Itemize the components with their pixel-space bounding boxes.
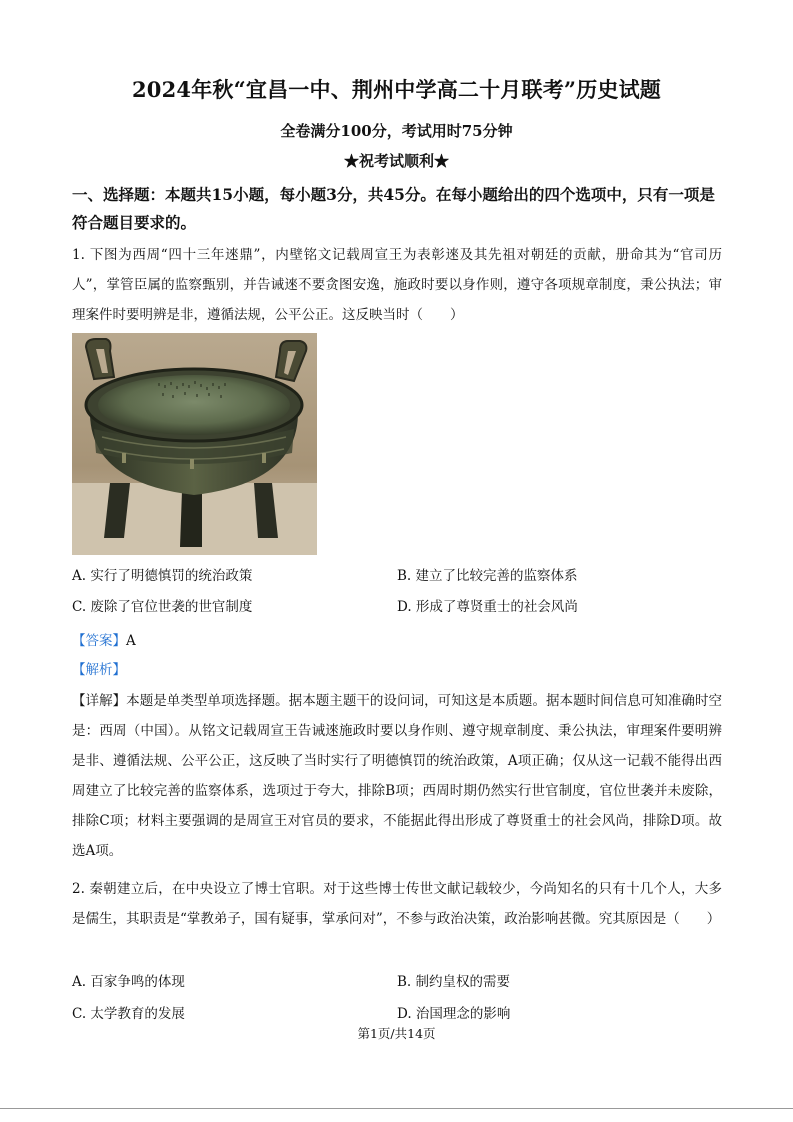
bottom-divider — [0, 1108, 793, 1109]
q1-option-a: A. 实行了明德慎罚的统治政策 — [72, 568, 253, 584]
detail-tag: 【详解】 — [72, 693, 127, 709]
q1-option-c: C. 废除了官位世袭的世官制度 — [72, 599, 253, 615]
section-heading: 一、选择题：本题共15小题，每小题3分，共45分。在每小题给出的四个选项中，只有一项是符合题目要求的。 — [72, 185, 715, 232]
answer-value: A — [126, 633, 136, 649]
answer-line — [72, 631, 136, 651]
page-footer: 第1页/共14页 — [357, 1026, 436, 1041]
analysis-line — [72, 660, 126, 680]
answer-tag: 【答案】 — [72, 633, 126, 649]
exam-title: 2024年秋“宜昌一中、荆州中学高二十月联考”历史试题 — [131, 77, 661, 102]
q2-option-a: A. 百家争鸣的体现 — [72, 974, 185, 990]
q1-detail — [72, 686, 722, 866]
exam-subtitle: 全卷满分100分，考试用时75分钟 — [280, 122, 513, 140]
q2-option-b: B. 制约皇权的需要 — [397, 974, 511, 990]
blessing-line: ★祝考试顺利★ — [343, 152, 449, 170]
detail-text: 本题是单类型单项选择题。据本题主题干的设问词，可知这是本质题。据本题时间信息可知准确时空是：西周（中国）。从铭文记载周宣王告诫逨施政时要以身作则、遵守规章制度、秉公执法，审理案件要明辨是非、遵循法规、公平公正，这反映了当时实行了明德慎罚的统治政策，A项正确；仅从这一记载不能得出西周建立了比较完善的监察体系，选项过于夸大，排除B项；西周时期仍然实行世官制度，官位世袭并未废除，排除C项；材料主要强调的是周宣王对官员的要求，不能据此得出形成了尊贤重士的社会风尚，排除D项。故选A项。 — [72, 693, 723, 859]
question-1-stem: 1. 下图为西周“四十三年逨鼎”，内壁铭文记载周宣王为表彰逨及其先祖对朝廷的贡献，册命其为“官司历人”，掌管臣属的监察甄别，并告诫逨不要贪图安逸，施政时要以身作则，遵守各项规章制度，秉公执法；审理案件时要明辨是非，遵循法规，公平公正。这反映当时（ ） — [72, 247, 722, 323]
question-2-stem: 2. 秦朝建立后，在中央设立了博士官职。对于这些博士传世文献记载较少，今尚知名的只有十几个人，大多是儒生，其职责是“掌教弟子，国有疑事，掌承问对”，不参与政治决策，政治影响甚微。究其原因是（ ） — [72, 881, 722, 927]
q1-option-d: D. 形成了尊贤重士的社会风尚 — [397, 599, 578, 615]
q2-option-c: C. 太学教育的发展 — [72, 1006, 185, 1022]
bronze-ding-photo — [72, 333, 317, 555]
q2-option-d: D. 治国理念的影响 — [397, 1006, 511, 1022]
q1-option-b: B. 建立了比较完善的监察体系 — [397, 568, 578, 584]
analysis-tag: 【解析】 — [72, 662, 126, 678]
